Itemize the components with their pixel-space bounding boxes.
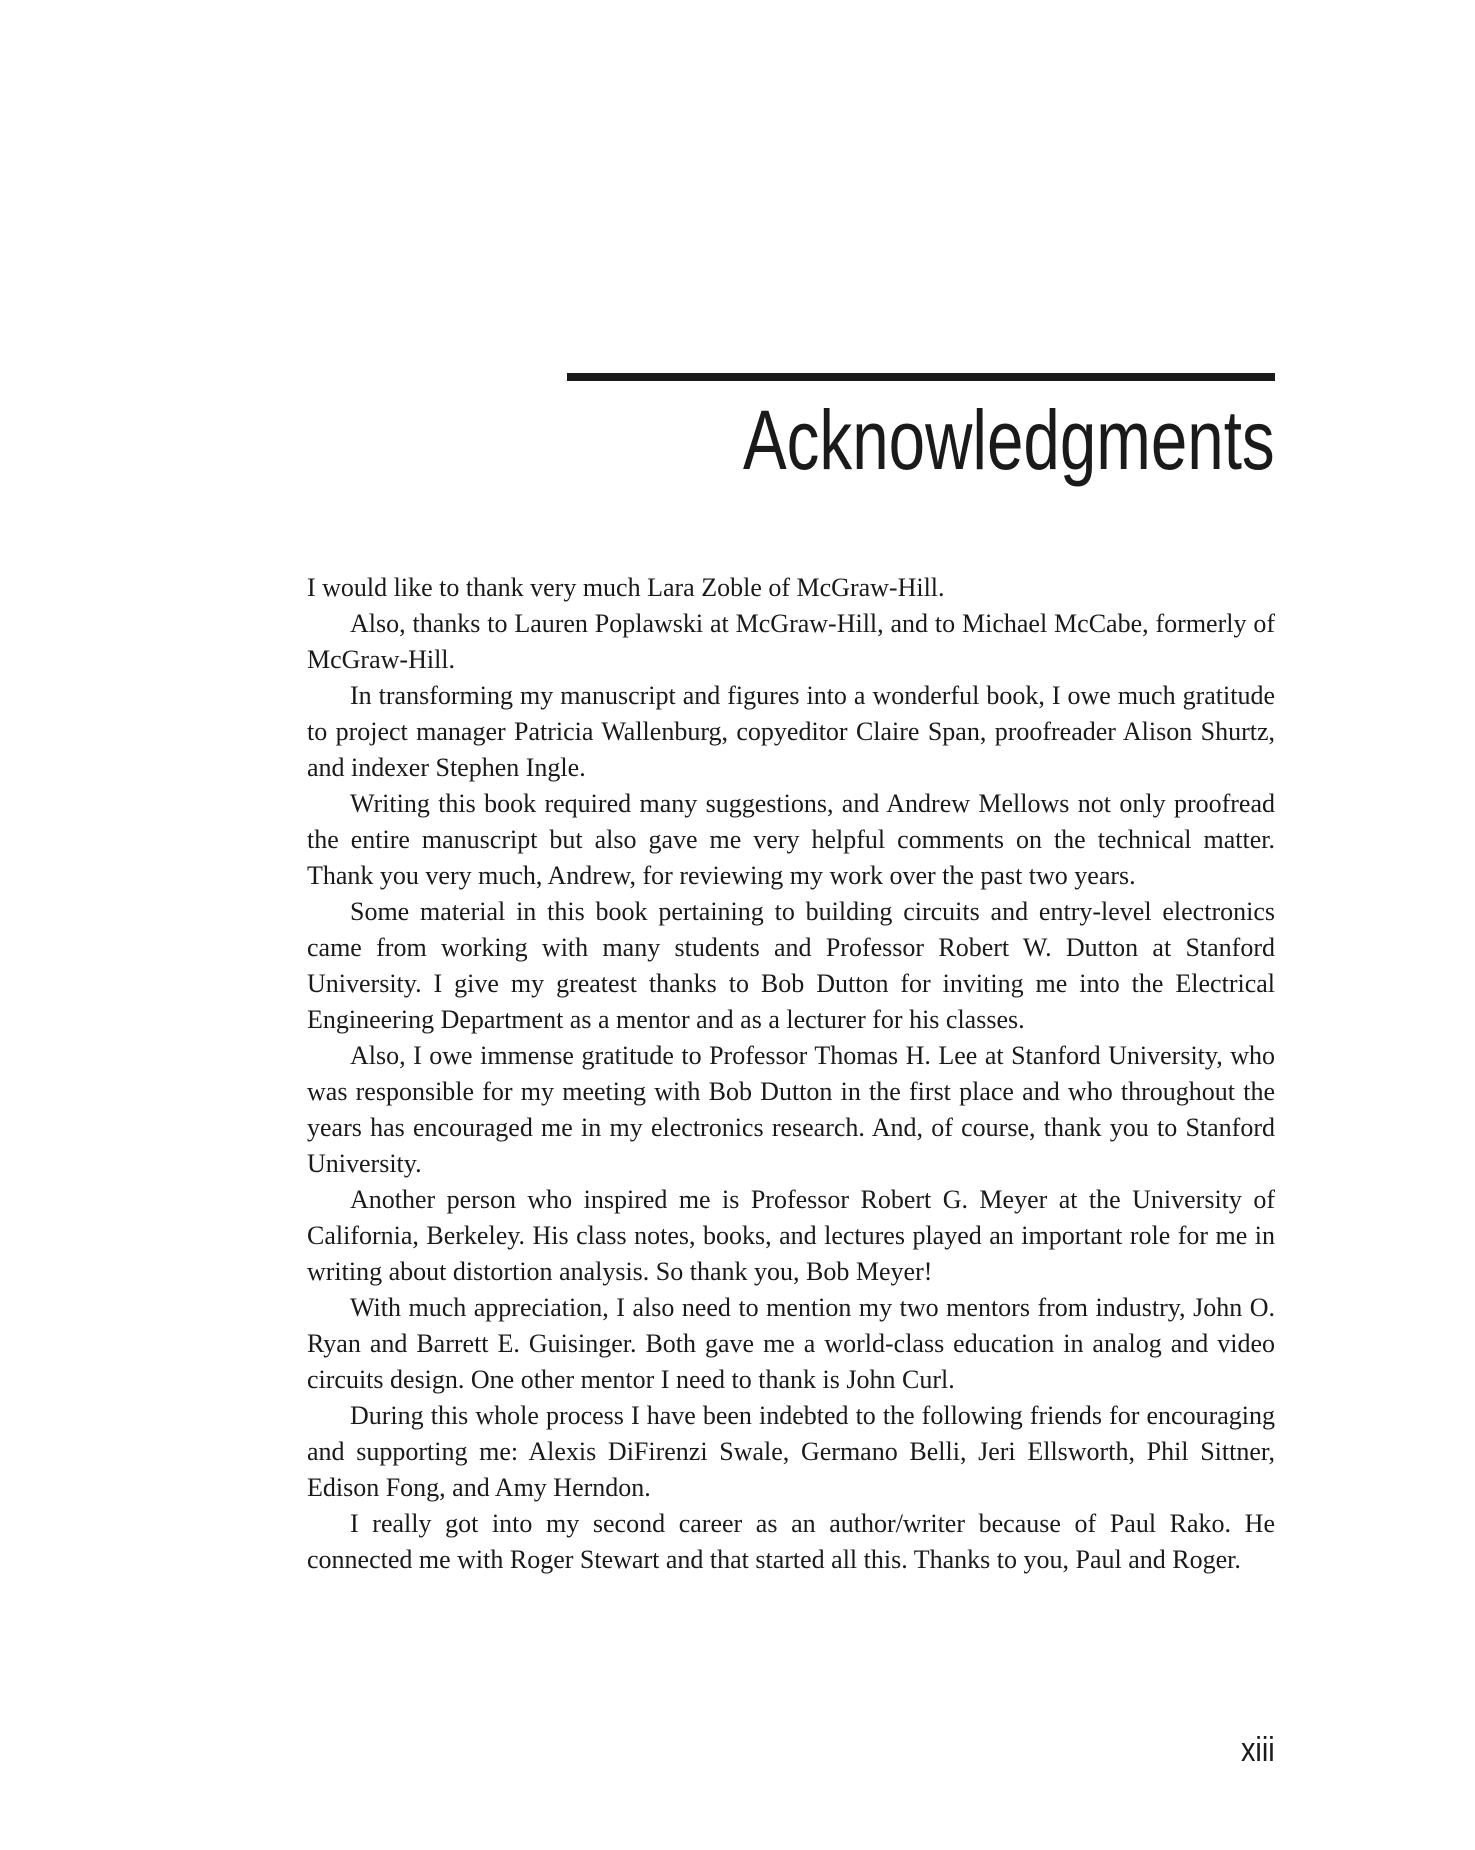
chapter-title: Acknowledgments bbox=[743, 393, 1275, 487]
paragraph: I really got into my second career as an author/writer because of Paul Rako. He connected me with Roger Stewart and that started all this. Thanks to you, Paul and Roger. bbox=[307, 1509, 1275, 1574]
paragraph: Also, thanks to Lauren Poplawski at McGraw-Hill, and to Michael McCabe, formerly of McGraw-Hill. bbox=[307, 609, 1275, 674]
paragraph: In transforming my manuscript and figures into a wonderful book, I owe much gratitude to project manager Patricia Wallenburg, copyeditor Claire Span, proofreader Alison Shurtz, and indexer Stephen Ingle. bbox=[307, 681, 1275, 782]
paragraph: Writing this book required many suggestions, and Andrew Mellows not only proofread the entire manuscript but also gave me very helpful comments on the technical matter. Thank you very much, Andrew, for reviewing my work over the past two years. bbox=[307, 789, 1275, 890]
paragraph: During this whole process I have been indebted to the following friends for encouraging and supporting me: Alexis DiFirenzi Swale, Germano Belli, Jeri Ellsworth, Phil Sittner, Edison Fong, and Amy Herndon. bbox=[307, 1401, 1275, 1502]
paragraph: With much appreciation, I also need to mention my two mentors from industry, John O. Ryan and Barrett E. Guisinger. Both gave me a world-class education in analog and video circuits design. One other mentor I need to thank is John Curl. bbox=[307, 1293, 1275, 1394]
paragraph: Some material in this book pertaining to building circuits and entry-level electronics came from working with many students and Professor Robert W. Dutton at Stanford University. I give my greatest thanks to Bob Dutton for inviting me into the Electrical Engineering Department as a mentor and as a lecturer for his classes. bbox=[307, 897, 1275, 1034]
paragraph: I would like to thank very much Lara Zoble of McGraw-Hill. bbox=[307, 573, 945, 602]
paragraph: Another person who inspired me is Professor Robert G. Meyer at the University of California, Berkeley. His class notes, books, and lectures played an important role for me in writing about distortion analysis. So thank you, Bob Meyer! bbox=[307, 1185, 1275, 1286]
paragraph: Also, I owe immense gratitude to Professor Thomas H. Lee at Stanford University, who was responsible for my meeting with Bob Dutton in the first place and who throughout the years has encouraged me in my electronics research. And, of course, thank you to Stanford University. bbox=[307, 1041, 1275, 1178]
heading-rule bbox=[567, 373, 1275, 381]
page-number: xiii bbox=[1241, 1731, 1275, 1769]
body-text bbox=[307, 570, 1275, 1578]
